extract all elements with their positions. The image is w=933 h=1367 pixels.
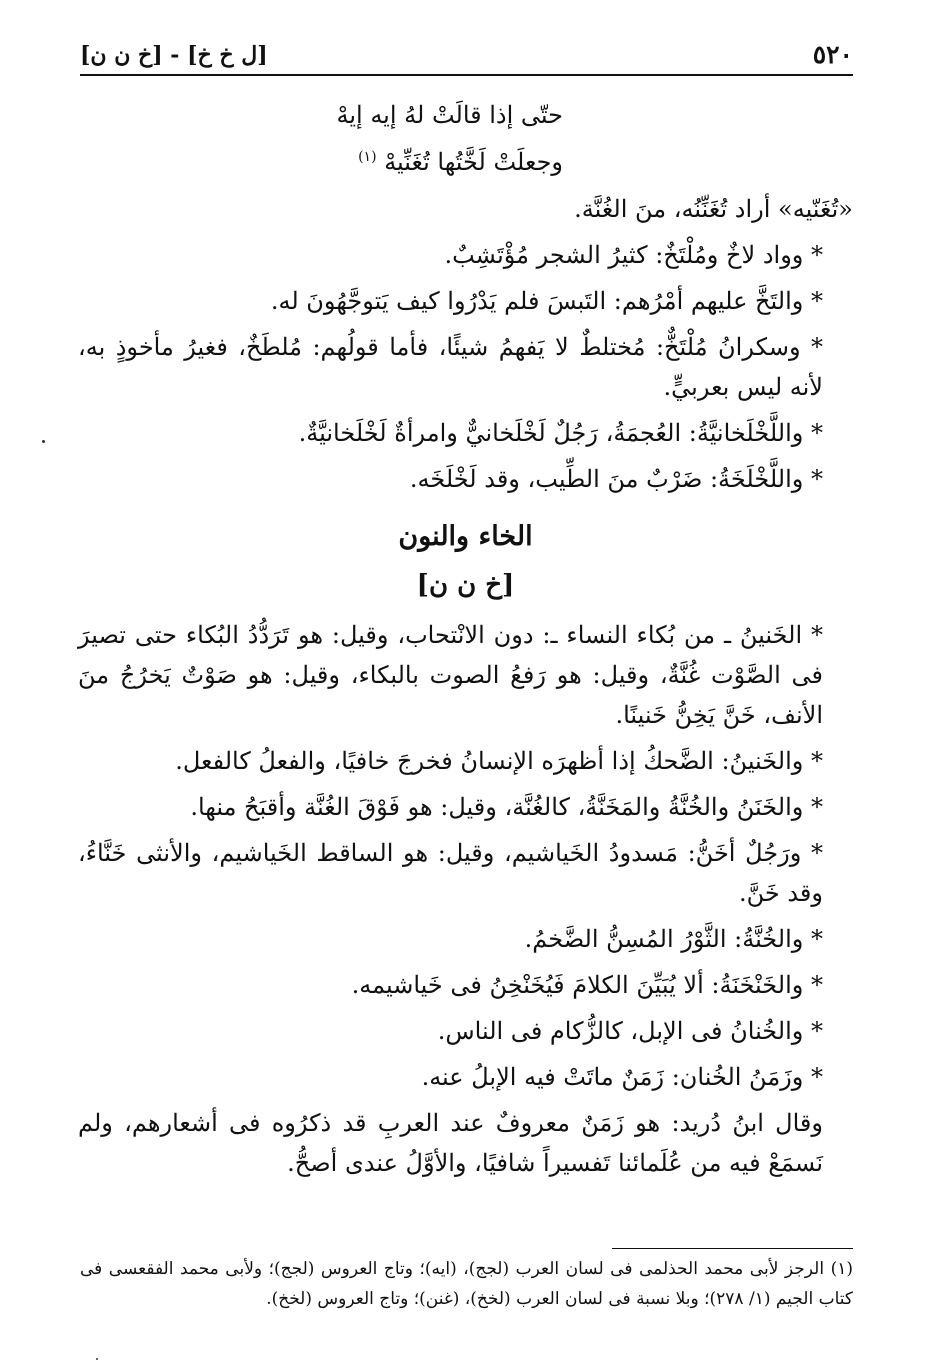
- paragraph: * والخَنَنُ والخُنَّةُ والمَخَنَّةُ، كالغُنَّة، وقيل: هو فَوْقَ الغُنَّة وأقبَحُ منها.: [190, 793, 823, 821]
- header-rule: [80, 74, 853, 76]
- paragraph: * والخَنينُ: الضَّحكُ إذا أظهرَه الإنسانُ فخرجَ خافيًا، والفعلُ كالفعل.: [175, 747, 823, 775]
- paragraph: * واللَّخْلَخانيَّةُ: العُجمَةُ، رَجُلٌ لَخْلَخانيٌّ وامرأةٌ لَخْلَخانيَّةٌ.: [298, 419, 823, 447]
- paragraph: * الخَنينُ ـ من بُكاء النساء ـ: دون الانْتحاب، وقيل: هو تَرَدُّدُ البُكاء حتى تصيرَ فى الصَّوْت غُنَّةٌ، وقيل: هو رَفعُ الصوت بالبكاء، وقيل: هو صَوْتٌ يَخرُجُ منَ الأنف، خَنَّ يَخِنُّ خَنينًا.: [78, 621, 823, 729]
- root-heading: [خ ن ن]: [416, 570, 515, 600]
- page-number: ٥٢٠: [812, 40, 853, 69]
- footnote-marker: (١): [358, 149, 377, 165]
- running-head: [ل خ خ] - [خ ن ن]: [80, 42, 268, 68]
- scan-speck: [42, 440, 45, 443]
- paragraph: * وزَمَنُ الخُنان: زَمَنٌ ماتَتْ فيه الإبلُ عنه.: [421, 1063, 823, 1091]
- verse-line-2: [78, 136, 563, 183]
- footnotes: [80, 1254, 853, 1314]
- paragraph: * ورَجُلٌ أخَنُّ: مَسدودُ الخَياشيم، وقيل: هو الساقط الخَياشيم، والأنثى خَنَّاءُ، وقد خَنَّ.: [78, 839, 823, 907]
- paragraph: * وواد لاخٌ ومُلْتَخٌ: كثيرُ الشجر مُؤْتَشِبٌ.: [444, 241, 823, 269]
- paragraph: * واللَّخْلَخَةُ: ضَرْبٌ منَ الطِّيب، وقد لَخْلَخَه.: [409, 465, 823, 493]
- verse-line-2-text: وجعلَتْ لَخَّتُها تُغَنِّيهْ: [384, 148, 563, 176]
- paragraph: وقال ابنُ دُريد: هو زَمَنٌ معروفٌ عند العربِ قد ذكرُوه فى أشعارهم، ولم نَسمَعْ فيه من عُلَمائنا تَفسيراً شافيًا، والأوَّلُ عندى أصحُّ.: [78, 1109, 823, 1177]
- scan-speck: [96, 1358, 98, 1360]
- verse-block: [78, 94, 563, 183]
- main-text: [78, 84, 853, 1189]
- paragraph: * والتَخَّ عليهم أمْرُهم: التَبسَ فلم يَدْرُوا كيف يَتوجَّهُونَ له.: [270, 287, 823, 315]
- footnote: (١) الرجز لأبى محمد الحذلمى فى لسان العرب (لجج)، (ايه)؛ وتاج العروس (لجج)؛ ولأبى محمد الفقعسى فى كتاب الجيم (١/ ٢٧٨)؛ وبلا نسبة فى لسان العرب (لخخ)، (غنن)؛ وتاج العروس (لخخ).: [80, 1259, 853, 1309]
- page-header: [80, 38, 853, 72]
- paragraph: * والخُنَّةُ: الثَّوْرُ المُسِنُّ الضَّخمُ.: [524, 925, 823, 953]
- section-heading: الخاء والنون: [398, 521, 533, 552]
- paragraph: * وسكرانُ مُلْتَخٌّ: مُختلطٌ لا يَفهمُ شيئًا، فأما قولُهم: مُلطَخٌ، فغيرُ مأخوذٍ به، لأنه ليس بعربيٍّ.: [78, 333, 823, 401]
- paragraph: * والخَنْخَنَةُ: ألا يُبَيِّنَ الكلامَ فَيُخَنْخِنُ فى خَياشيمه.: [351, 971, 823, 999]
- verse-line-1: حتّى إذا قالَتْ لهُ إيه إيهْ: [336, 101, 563, 129]
- paragraph: * والخُنانُ فى الإبل، كالزُّكام فى الناس.: [437, 1017, 823, 1045]
- footnote-rule: [612, 1248, 853, 1249]
- paragraph: «تُغَنّيه» أراد تُغَنِّنُه، منَ الغُنَّة.: [574, 195, 853, 223]
